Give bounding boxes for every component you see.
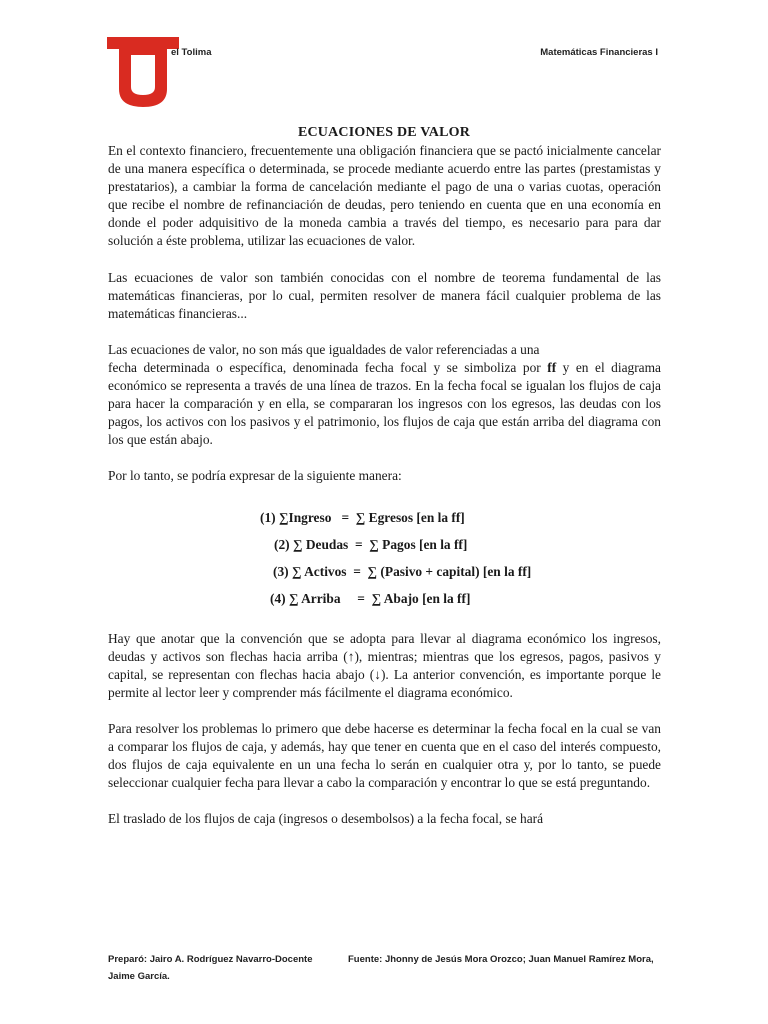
paragraph: Para resolver los problemas lo primero que debe hacerse es determinar la fecha focal en la cual se van a comparar los flujos de caja, y además, hay que tener en cuenta que en el caso del interés compuesto, dos flujos de caja equivalente en un una fecha lo serán en cualquier otra y, por lo tanto, se puede seleccionar cualquier fecha para llevar a cabo la comparación y encontrar lo que se está preguntando. xyxy=(108,720,661,791)
equation-2: (2) ∑ Deudas = ∑ Pagos [en la ff] xyxy=(274,536,468,552)
document-body xyxy=(108,142,661,846)
paragraph: Las ecuaciones de valor son también conocidas con el nombre de teorema fundamental de las matemáticas financieras, por lo cual, permiten resolver de manera fácil cualquier problema de las matemáticas financieras... xyxy=(108,269,661,321)
equation-4: (4) ∑ Arriba = ∑ Abajo [en la ff] xyxy=(270,590,471,606)
paragraph: El traslado de los flujos de caja (ingresos o desembolsos) a la fecha focal, se hará xyxy=(108,811,544,827)
paragraph-line: Las ecuaciones de valor, no son más que igualdades de valor referenciadas a una xyxy=(108,341,540,357)
course-name: Matemáticas Financieras I xyxy=(540,47,658,58)
institution-name: el Tolima xyxy=(171,47,212,58)
logo-shape xyxy=(107,37,179,107)
paragraph-text: fecha determinada o específica, denominada fecha focal y se simboliza por xyxy=(108,359,548,375)
footer-source: Fuente: Jhonny de Jesús Mora Orozco; Juan Manuel Ramírez Mora, xyxy=(348,954,654,965)
university-logo xyxy=(107,37,179,107)
ff-symbol: ff xyxy=(547,359,557,375)
equation-1: (1) ∑Ingreso = ∑ Egresos [en la ff] xyxy=(260,509,465,525)
paragraph-text: y en el diagrama económico se representa a través de una línea de trazos. En la fecha focal se igualan los flujos de caja para hacer la comparación y en ella, se compararan los ingresos con los egresos, las deudas con los pagos, los activos con los pasivos y el patrimonio, los flujos de caja que están arriba del diagrama con los que están abajo. xyxy=(108,359,661,448)
paragraph: Por lo tanto, se podría expresar de la siguiente manera: xyxy=(108,468,402,484)
paragraph: En el contexto financiero, frecuentemente una obligación financiera que se pactó inicialmente cancelar de una manera específica o determinada, se procede mediante acuerdo entre las partes (prestamistas y prestatarios), a cambiar la forma de cancelación mediante el pago de una o varias cuotas, operación que recibe el nombre de refinanciación de deudas, pero teniendo en cuenta que en una economía en donde el poder adquisitivo de la moneda cambia a través del tiempo, es necesario para para dar solución a éste problema, utilizar las ecuaciones de valor. xyxy=(108,143,661,249)
equations-block xyxy=(108,504,661,612)
document-title: ECUACIONES DE VALOR xyxy=(297,125,471,140)
paragraph xyxy=(108,341,661,450)
equation-3: (3) ∑ Activos = ∑ (Pasivo + capital) [en la ff] xyxy=(273,563,532,579)
paragraph: Hay que anotar que la convención que se adopta para llevar al diagrama económico los ingresos, deudas y activos son flechas hacia arriba (↑), mientras; mientras que los egresos, pagos, pasivos y capital, se representan con flechas hacia abajo (↓). La anterior convención, es importante porque le permite al lector leer y comprender más fácilmente el diagrama económico. xyxy=(108,630,661,700)
footer-prepared-by: Preparó: Jairo A. Rodríguez Navarro-Docente Jaime García. xyxy=(108,954,313,982)
